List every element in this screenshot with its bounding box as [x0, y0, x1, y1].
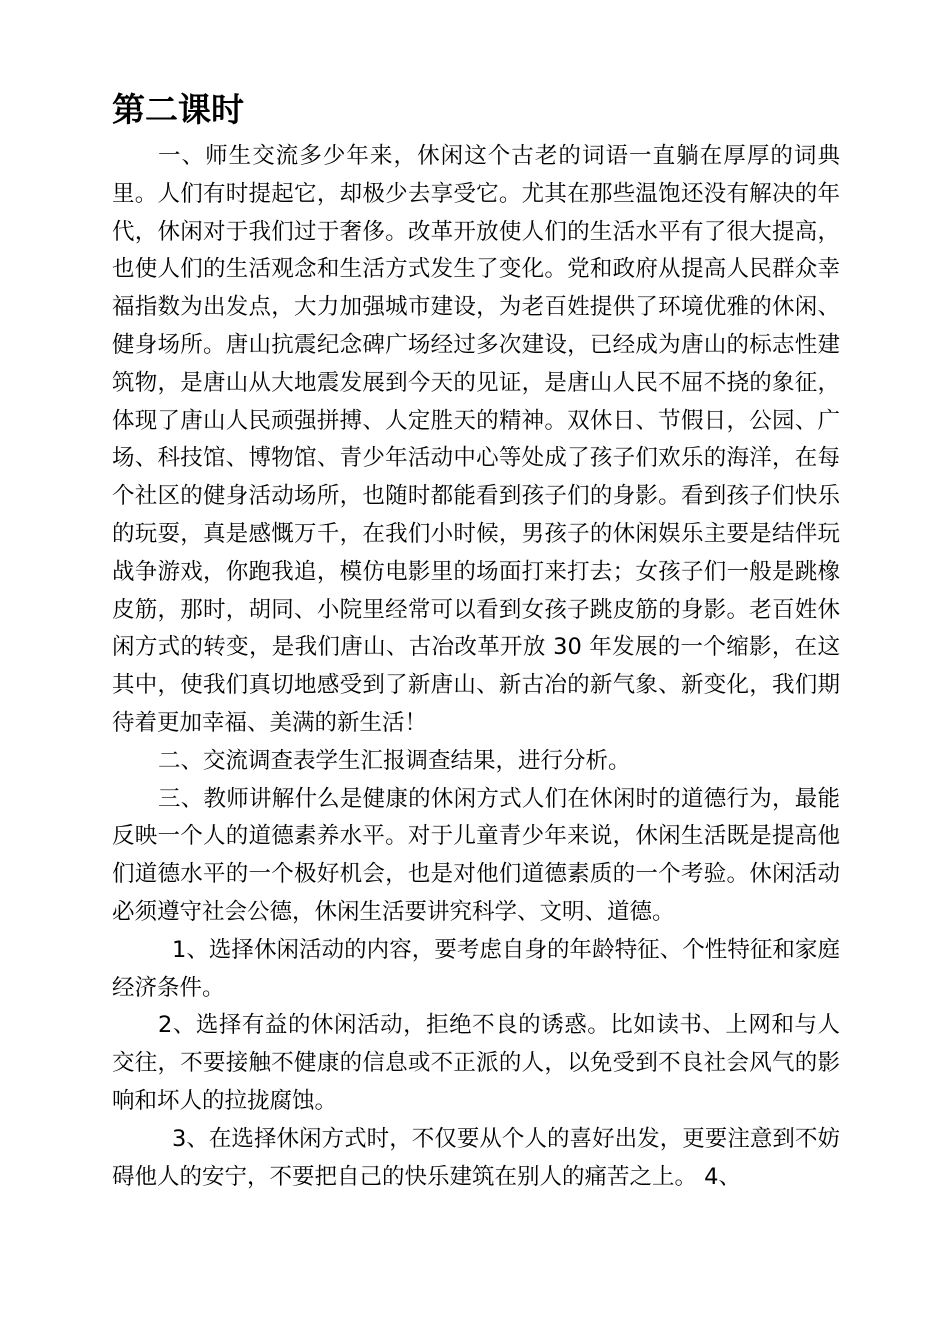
paragraph-3: 三、教师讲解什么是健康的休闲方式人们在休闲时的道德行为，最能反映一个人的道德素养水平。对于儿童青少年来说，休闲生活既是提高他们道德水平的一个极好机会，也是对他们道德素质的一个考验。休闲活动必须遵守社会公德，休闲生活要讲究科学、文明、道德。: [112, 785, 840, 925]
paragraph-6: 3、在选择休闲方式时，不仅要从个人的喜好出发，更要注意到不妨碍他人的安宁，不要把自己的快乐建筑在别人的痛苦之上。 4、: [112, 1125, 840, 1190]
paragraph-5: 2、选择有益的休闲活动，拒绝不良的诱惑。比如读书、上网和与人交往，不要接触不健康的信息或不正派的人，以免受到不良社会风气的影响和坏人的拉拢腐蚀。: [112, 1012, 840, 1114]
paragraph-1: 一、师生交流多少年来，休闲这个古老的词语一直躺在厚厚的词典里。人们有时提起它，却极少去享受它。尤其在那些温饱还没有解决的年代，休闲对于我们过于奢侈。改革开放使人们的生活水平有了很大提高，也使人们的生活观念和生活方式发生了变化。党和政府从提高人民群众幸福指数为出发点，大力加强城市建设，为老百姓提供了环境优雅的休闲、健身场所。唐山抗震纪念碑广场经过多次建设，已经成为唐山的标志性建筑物，是唐山从大地震发展到今天的见证，是唐山人民不屈不挠的象征，体现了唐山人民顽强拼搏、人定胜天的精神。双休日、节假日，公园、广场、科技馆、博物馆、青少年活动中心等处成了孩子们欢乐的海洋，在每个社区的健身活动场所，也随时都能看到孩子们的身影。看到孩子们快乐的玩耍，真是感慨万千，在我们小时候，男孩子的休闲娱乐主要是结伴玩战争游戏，你跑我追，模仿电影里的场面打来打去；女孩子们一般是跳橡皮筋，那时，胡同、小院里经常可以看到女孩子跳皮筋的身影。老百姓休闲方式的转变，是我们唐山、古冶改革开放 30 年发展的一个缩影，在这其中，使我们真切地感受到了新唐山、新古冶的新气象、新变化，我们期待着更加幸福、美满的新生活！: [112, 143, 840, 736]
page-title: 第二课时: [112, 90, 244, 129]
document-page: [112, 86, 840, 1196]
paragraph-2: 二、交流调查表学生汇报调查结果，进行分析。: [158, 747, 631, 774]
paragraph-4: 1、选择休闲活动的内容，要考虑自身的年龄特征、个性特征和家庭经济条件。: [112, 936, 840, 1001]
